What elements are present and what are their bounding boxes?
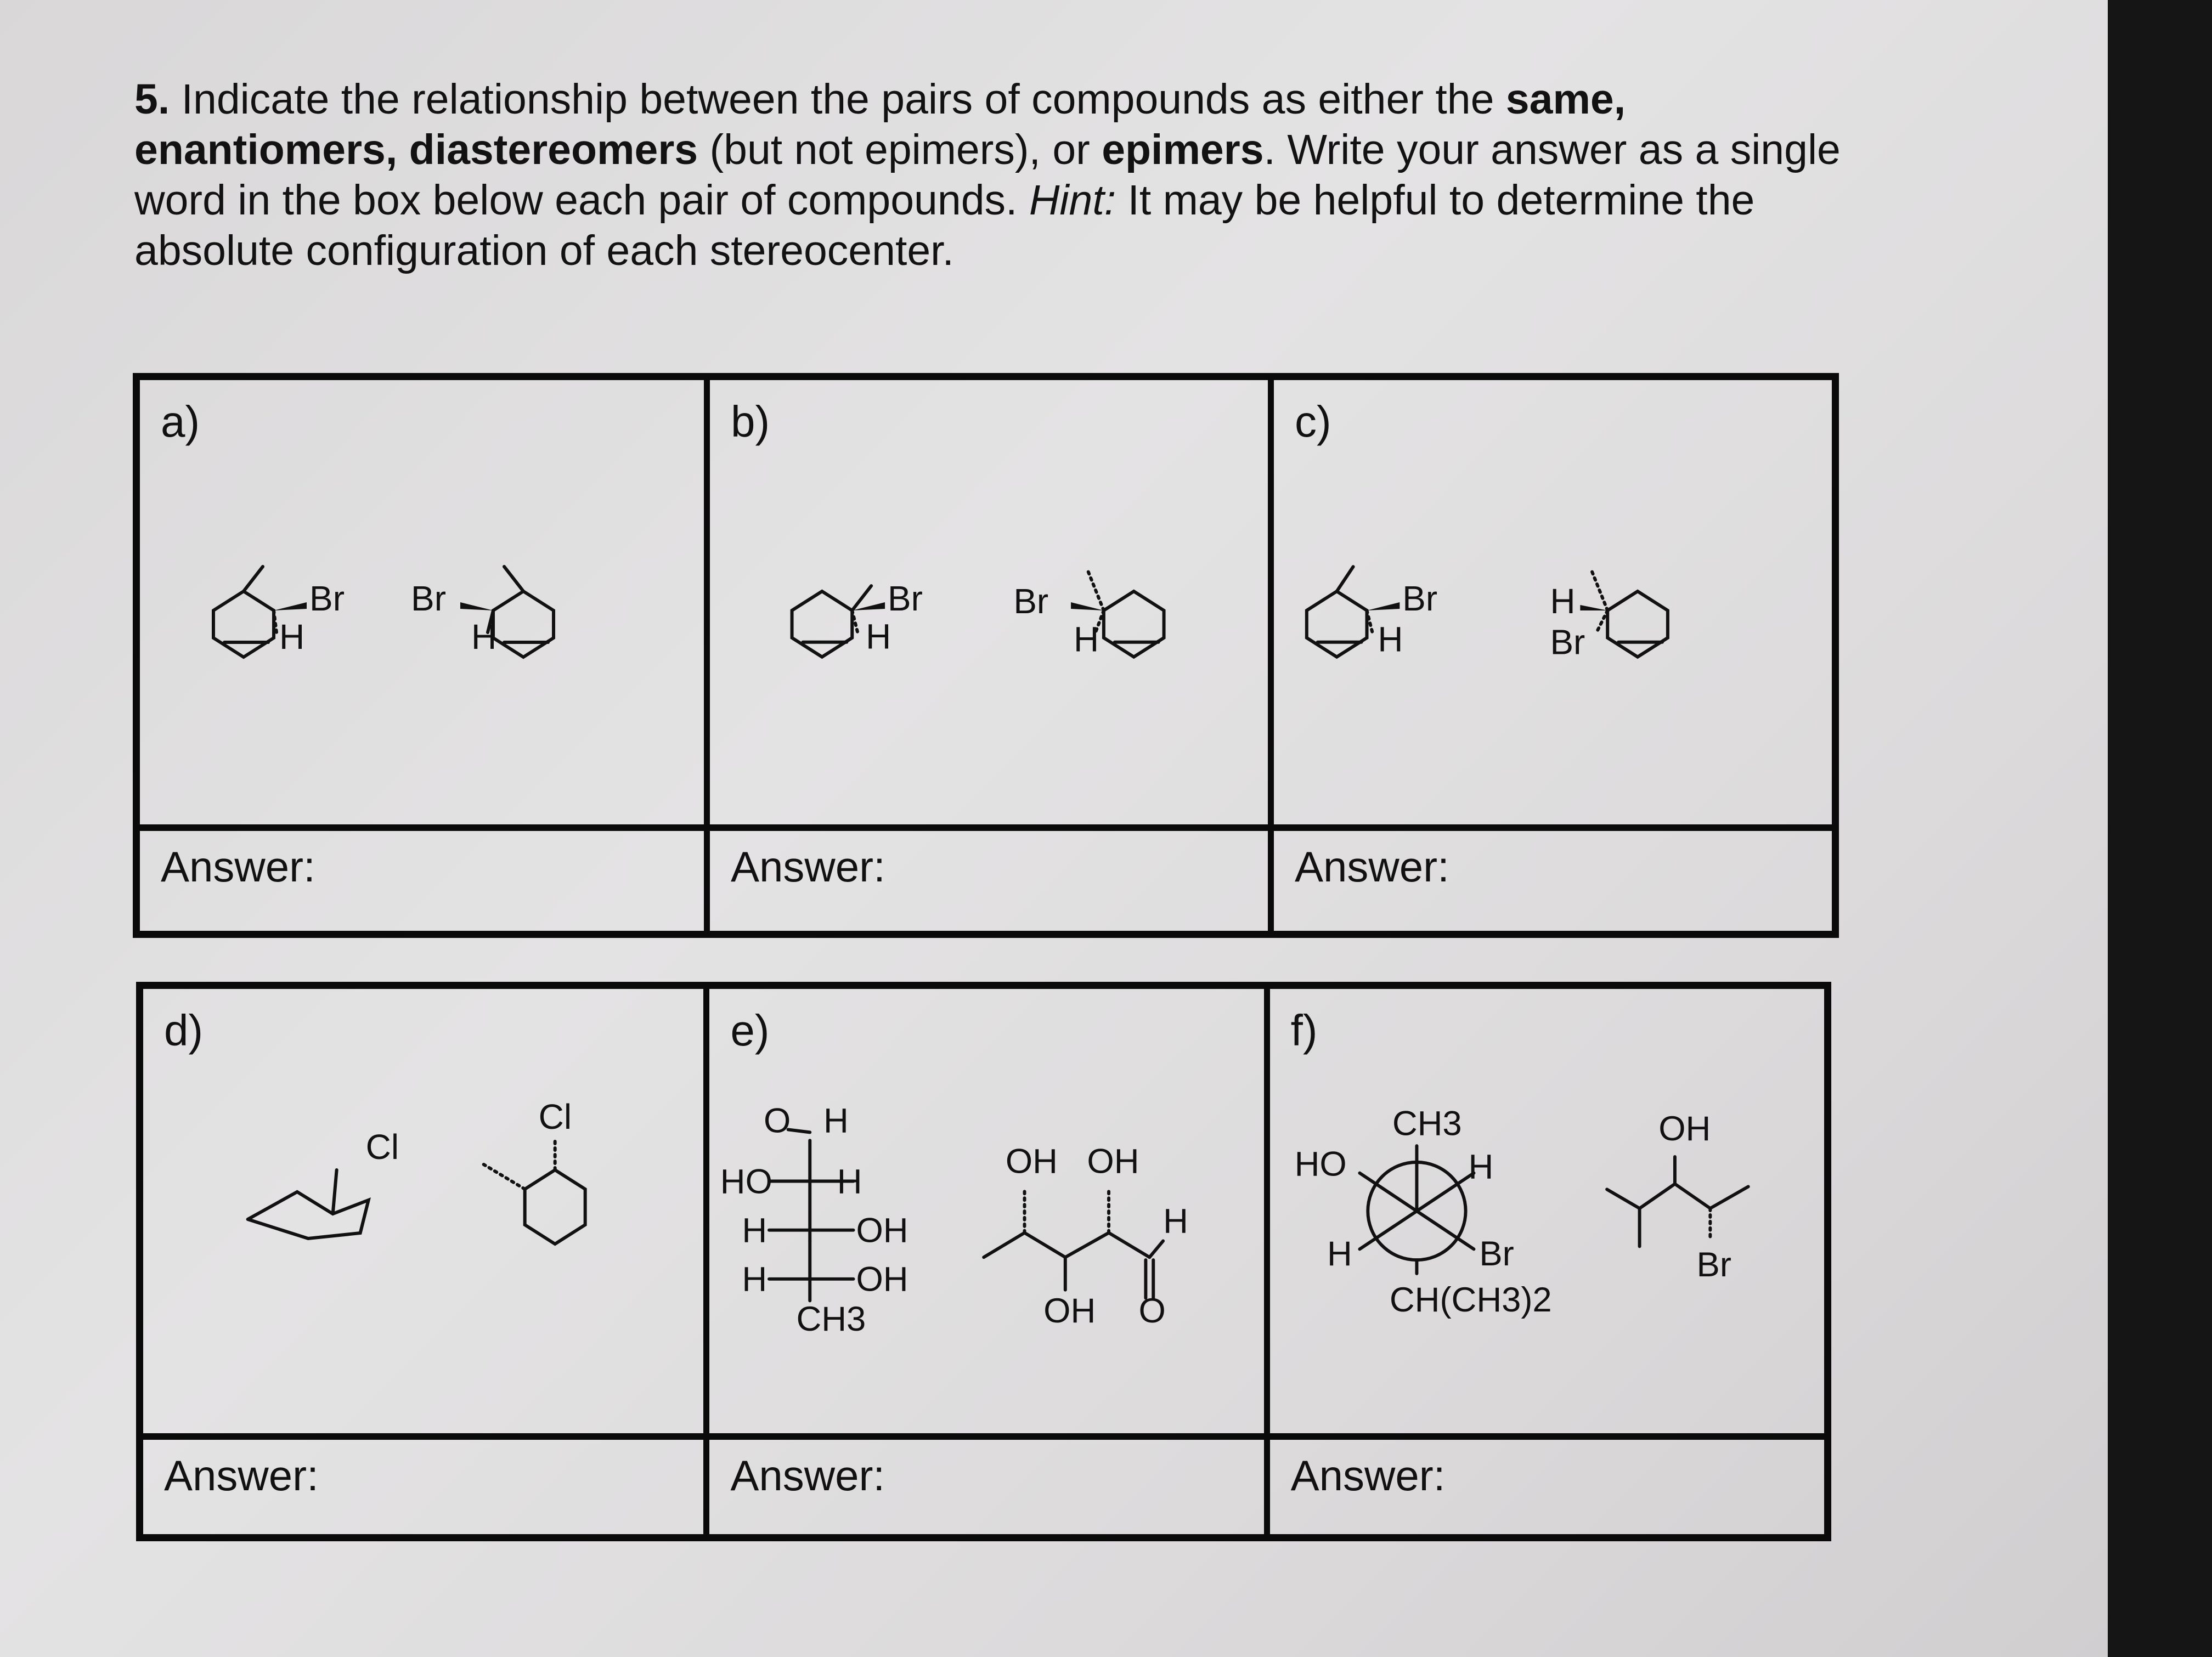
atom-label: H [279,617,305,657]
atom-label: CH3 [796,1299,866,1338]
panel-c [1268,380,1832,824]
structure-pair-a [140,380,704,824]
atom-label: H [742,1211,768,1250]
atom-label: Br [888,578,923,618]
atom-label: CH(CH3)2 [1389,1281,1552,1320]
structure-pair-d [143,989,703,1433]
atom-label: HO [720,1162,773,1201]
answer-box-a[interactable] [140,824,704,931]
answer-label: Answer: [1295,842,1449,891]
answer-label: Answer: [164,1451,319,1500]
atom-label: H [1378,619,1403,659]
panel-label: b) [731,397,770,446]
atom-label: Cl [365,1127,399,1167]
atom-label: OH [856,1260,909,1299]
answer-box-c[interactable] [1268,824,1832,931]
panel-label: f) [1290,1006,1318,1055]
answer-label: Answer: [1290,1451,1446,1500]
answer-box-e[interactable] [703,1433,1263,1534]
question-text: 5. Indicate the relationship between the pairs of compounds as either the same, enantiomers, diastereomers (but not epimers), or epimers. Write your answer as a single word in the box below each pair of compounds. Hint: It may be helpful to determine the absolute configuration of each stereocenter. [134,76,1841,274]
panel-label: d) [164,1006,204,1055]
screen-bezel [2108,0,2212,1657]
panel-label: a) [161,397,200,446]
structure-pair-f [1270,989,1824,1433]
atom-label: H [1468,1147,1493,1186]
atom-label: H [1074,619,1099,659]
atom-label: HO [1294,1145,1347,1184]
atom-label: O [1138,1292,1166,1331]
panel-a [140,380,704,824]
panel-label: c) [1295,397,1331,446]
atom-label: OH [1006,1142,1058,1181]
atom-label: Br [1696,1245,1731,1284]
answer-label: Answer: [161,842,315,891]
atom-label: H [866,617,891,657]
atom-label: H [837,1162,862,1201]
problem-table-top [133,373,1839,938]
structure-pair-e [709,989,1263,1433]
atom-label: Br [411,579,446,618]
atom-label: OH [1658,1110,1711,1149]
atom-label: H [742,1260,768,1299]
atom-label: CH3 [1392,1104,1462,1143]
atom-label: Br [1013,581,1049,621]
atom-label: OH [1043,1292,1096,1331]
atom-label: Br [1479,1235,1514,1274]
atom-label: H [471,617,497,657]
panel-b [704,380,1268,824]
structure-pair-b [710,380,1268,824]
panel-f [1264,989,1824,1433]
structure-pair-c [1274,380,1832,824]
atom-label: H [1163,1202,1189,1241]
panel-e [703,989,1263,1433]
panel-d [143,989,703,1433]
atom-label: OH [1087,1142,1139,1181]
answer-box-b[interactable] [704,824,1268,931]
answer-box-d[interactable] [143,1433,703,1534]
atom-label: Br [1402,578,1438,618]
answer-label: Answer: [730,1451,885,1500]
atom-label: Cl [538,1097,572,1136]
atom-label: OH [856,1211,909,1250]
atom-label: H [1327,1235,1352,1274]
answer-label: Answer: [731,842,885,891]
answer-box-f[interactable] [1264,1433,1824,1534]
atom-label: H [823,1101,849,1140]
problem-table-bottom [136,982,1831,1541]
atom-label: O [764,1101,791,1140]
panel-label: e) [730,1006,770,1055]
atom-label: Br [1550,622,1585,662]
atom-label: H [1550,581,1576,621]
atom-label: Br [309,579,345,618]
